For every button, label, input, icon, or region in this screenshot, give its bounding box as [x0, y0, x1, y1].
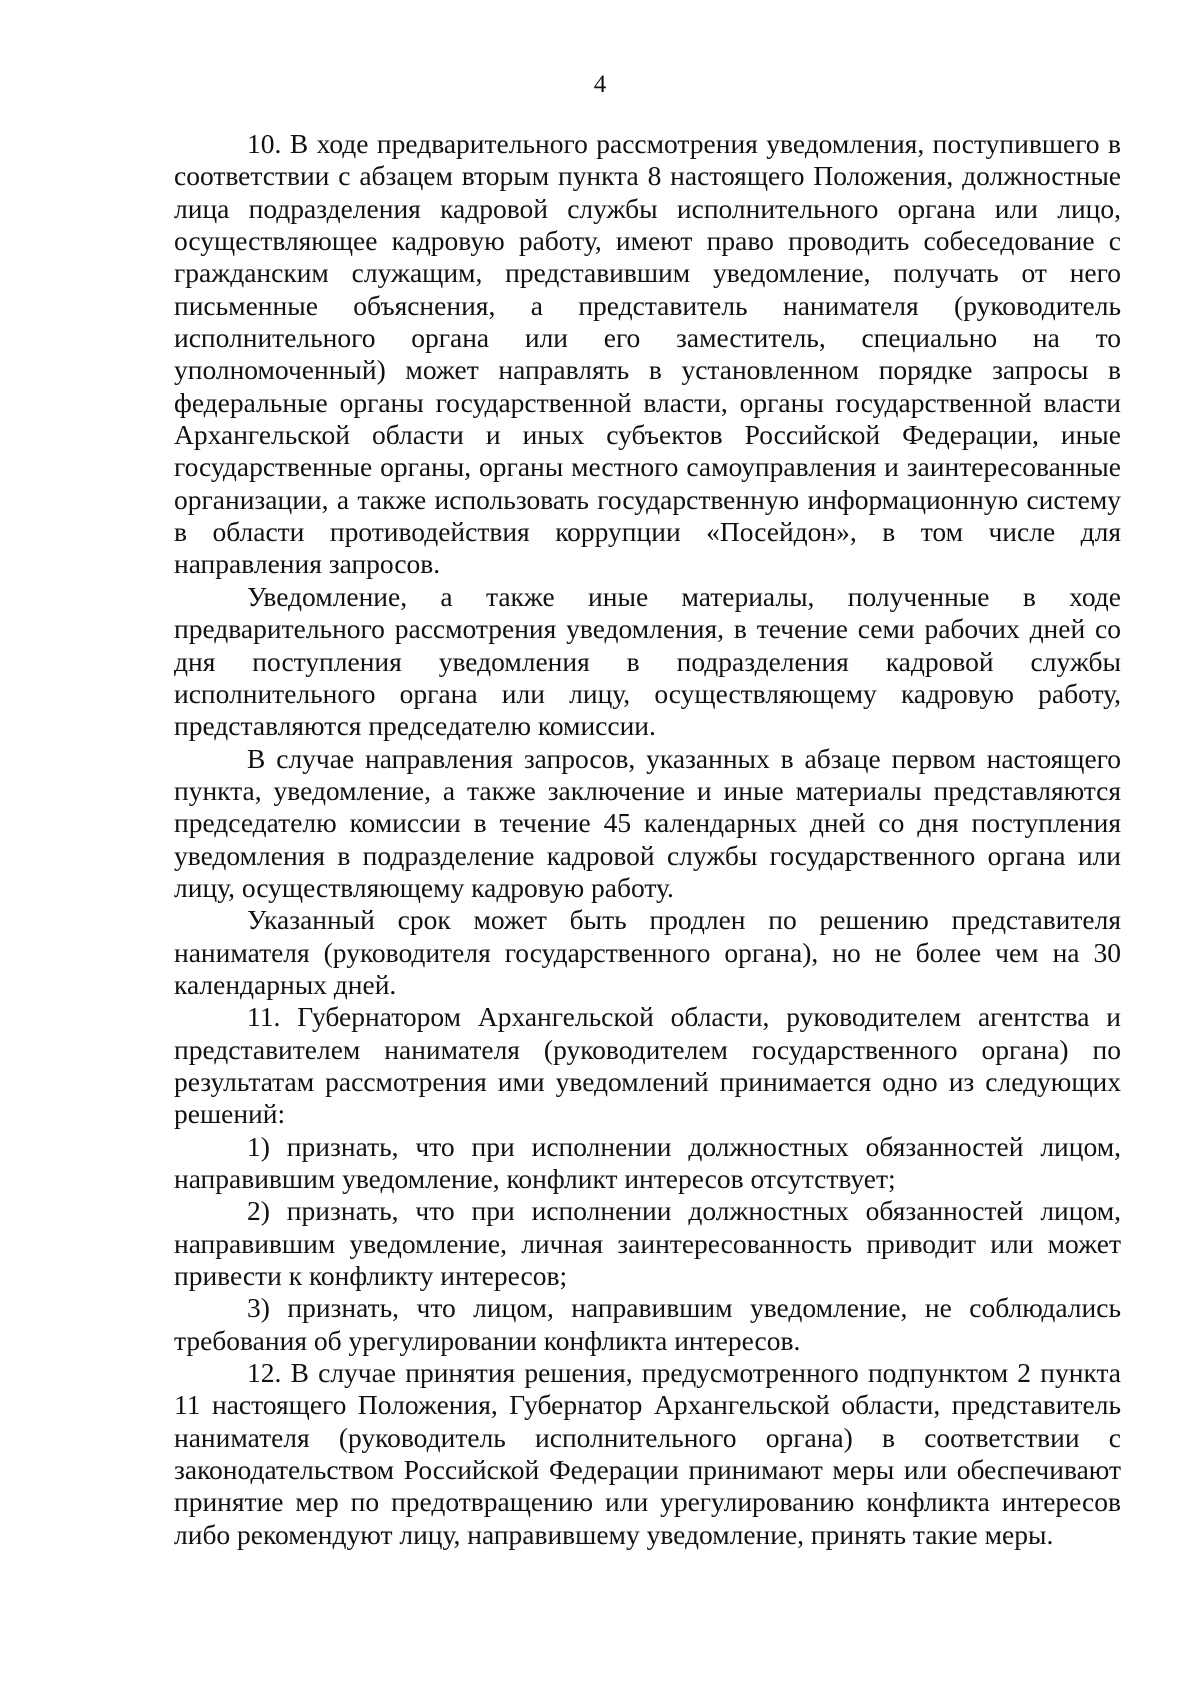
- paragraph-11: 11. Губернатором Архангельской области, руководителем агентства и представителем нанимателя (руководителем государственного органа) по результатам рассмотрения ими уведомлений принимается одно из следующих решений:: [174, 1001, 1121, 1130]
- paragraph-notification-materials: Уведомление, а также иные материалы, полученные в ходе предварительного рассмотрения уведомления, в течение семи рабочих дней со дня поступления уведомления в подразделения кадровой службы исполнительного органа или лицу, осуществляющему кадровую работу, представляются председателю комиссии.: [174, 580, 1121, 742]
- decision-item-2: 2) признать, что при исполнении должностных обязанностей лицом, направившим уведомление, личная заинтересованность приводит или может привести к конфликту интересов;: [174, 1195, 1121, 1292]
- document-body: [174, 128, 1121, 1551]
- paragraph-requests-deadline: В случае направления запросов, указанных в абзаце первом настоящего пункта, уведомление, а также заключение и иные материалы представляются председателю комиссии в течение 45 календарных дней со дня поступления уведомления в подразделение кадровой службы государственного органа или лицу, осуществляющему кадровую работу.: [174, 742, 1121, 903]
- paragraph-12: 12. В случае принятия решения, предусмотренного подпунктом 2 пункта 11 настоящего Положения, Губернатор Архангельской области, представитель нанимателя (руководитель исполнительного органа) в соответствии с законодательством Российской Федерации принимают меры или обеспечивают принятие мер по предотвращению или урегулированию конфликта интересов либо рекомендуют лицу, направившему уведомление, принять такие меры.: [174, 1357, 1121, 1550]
- page-number: 4: [593, 71, 607, 98]
- paragraph-10: 10. В ходе предварительного рассмотрения уведомления, поступившего в соответствии с абзацем вторым пункта 8 настоящего Положения, должностные лица подразделения кадровой службы исполнительного органа или лицо, осуществляющее кадровую работу, имеют право проводить собеседование с гражданским служащим, представившим уведомление, получать от него письменные объяснения, а представитель нанимателя (руководитель исполнительного органа или его заместитель, специально на то уполномоченный) может направлять в установленном порядке запросы в федеральные органы государственной власти, органы государственной власти Архангельской области и иных субъектов Российской Федерации, иные государственные органы, органы местного самоуправления и заинтересованные организации, а также использовать государственную информационную систему в области противодействия коррупции «Посейдон», в том числе для направления запросов.: [174, 128, 1121, 580]
- paragraph-extension: Указанный срок может быть продлен по решению представителя нанимателя (руководителя государственного органа), но не более чем на 30 календарных дней.: [174, 904, 1121, 1000]
- decision-item-1: 1) признать, что при исполнении должностных обязанностей лицом, направившим уведомление, конфликт интересов отсутствует;: [174, 1130, 1121, 1194]
- decision-item-3: 3) признать, что лицом, направившим уведомление, не соблюдались требования об урегулировании конфликта интересов.: [174, 1292, 1121, 1356]
